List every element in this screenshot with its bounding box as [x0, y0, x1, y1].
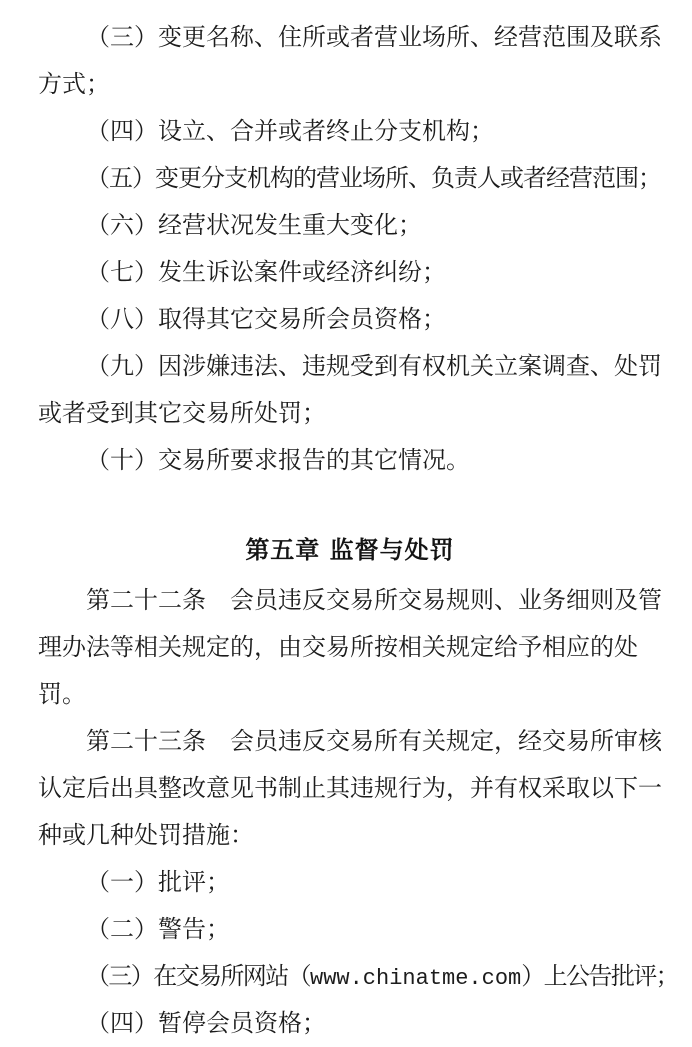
report-item-5: （五）变更分支机构的营业场所、负责人或者经营范围；	[86, 166, 661, 192]
penalty-item-3-prefix: （三）在交易所网站（	[86, 964, 310, 990]
article-22-line3: 罚。	[38, 682, 86, 708]
chapter-heading: 第五章 监督与处罚	[245, 536, 455, 564]
report-item-6: （六）经营状况发生重大变化；	[86, 213, 422, 239]
penalty-item-1: （一）批评；	[86, 870, 230, 896]
article-22-line1: 第二十二条 会员违反交易所交易规则、业务细则及管	[86, 588, 662, 614]
report-item-9-line1: （九）因涉嫌违法、违规受到有权机关立案调查、处罚	[86, 354, 662, 380]
report-item-10: （十）交易所要求报告的其它情况。	[86, 448, 470, 474]
penalty-item-2: （二）警告；	[86, 917, 230, 943]
penalty-item-3	[38, 954, 679, 1001]
website-url: www.chinatme.com	[310, 966, 522, 991]
report-item-3-line2: 方式；	[38, 72, 110, 98]
report-item-4: （四）设立、合并或者终止分支机构；	[86, 119, 494, 145]
report-item-3-line1: （三）变更名称、住所或者营业场所、经营范围及联系	[86, 25, 662, 51]
report-item-7: （七）发生诉讼案件或经济纠纷；	[86, 260, 446, 286]
penalty-item-4: （四）暂停会员资格；	[86, 1011, 326, 1037]
article-23-line3: 种或几种处罚措施：	[38, 823, 254, 849]
penalty-item-3-suffix: ）上公告批评；	[521, 964, 679, 990]
article-23-line1: 第二十三条 会员违反交易所有关规定，经交易所审核	[86, 729, 662, 755]
document-body	[38, 15, 679, 1047]
report-item-9-line2: 或者受到其它交易所处罚；	[38, 401, 326, 427]
article-22-line2: 理办法等相关规定的，由交易所按相关规定给予相应的处	[38, 635, 638, 661]
article-23-line2: 认定后出具整改意见书制止其违规行为，并有权采取以下一	[38, 776, 662, 802]
report-item-8: （八）取得其它交易所会员资格；	[86, 307, 446, 333]
